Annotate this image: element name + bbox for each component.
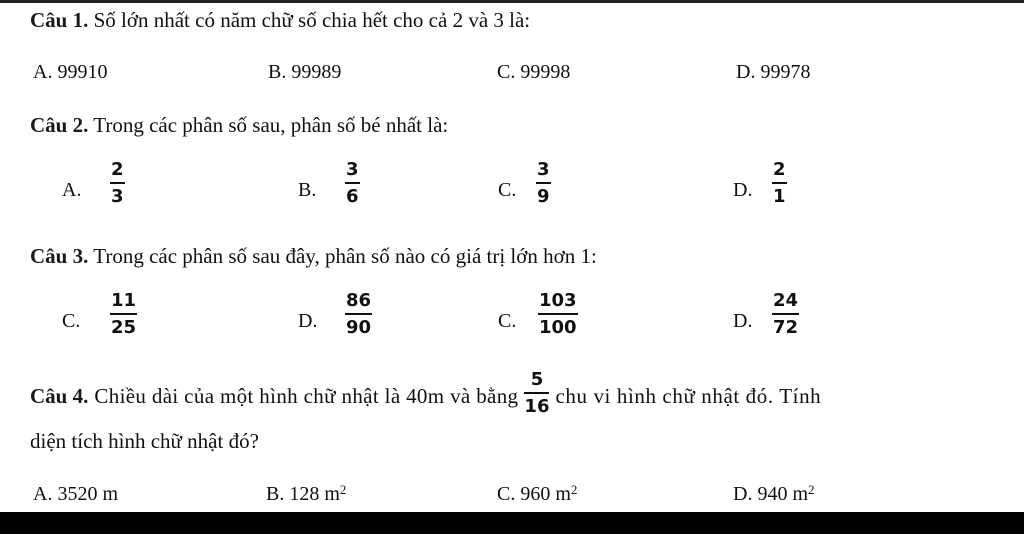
fraction-denominator: 9	[537, 186, 550, 207]
question-2	[30, 112, 448, 138]
question-2-label: Câu 2.	[30, 113, 89, 137]
q4-option-a-text: A. 3520 m	[33, 483, 118, 505]
q3-option-1-fraction	[110, 291, 137, 338]
question-3-label: Câu 3.	[30, 244, 89, 268]
q4-option-b-exponent: 2	[339, 482, 347, 497]
q4-option-c-text: C. 960 m	[497, 483, 571, 505]
question-4-text-before: Chiều dài của một hình chữ nhật là 40m và bằng	[94, 383, 519, 408]
fraction-denominator: 6	[346, 186, 359, 207]
fraction-denominator: 100	[539, 317, 577, 338]
question-4-fraction	[524, 370, 549, 417]
fraction-numerator: 3	[537, 159, 550, 180]
question-3-text: Trong các phân số sau đây, phân số nào có giá trị lớn hơn 1:	[93, 244, 597, 268]
q3-option-3-letter: C.	[498, 310, 517, 332]
q4-option-c-exponent: 2	[570, 482, 578, 497]
fraction-denominator: 16	[524, 396, 550, 417]
q2-option-c-letter: C.	[498, 179, 517, 201]
question-4-label: Câu 4.	[30, 383, 89, 408]
q1-option-a: A. 99910	[33, 61, 108, 83]
q4-option-d-text: D. 940 m	[733, 483, 808, 505]
q4-option-d	[733, 482, 815, 506]
q4-option-c	[497, 482, 577, 506]
fraction-numerator: 11	[111, 290, 137, 311]
question-4-line-2: diện tích hình chữ nhật đó?	[30, 429, 259, 453]
q3-option-4-fraction	[772, 291, 799, 338]
q2-option-a-letter: A.	[62, 179, 82, 201]
q3-option-4-letter: D.	[733, 310, 753, 332]
question-2-text: Trong các phân số sau, phân số bé nhất là:	[93, 113, 449, 137]
fraction-denominator: 90	[346, 317, 372, 338]
q4-option-b	[266, 482, 346, 506]
fraction-numerator: 2	[773, 159, 786, 180]
q3-option-2-fraction	[345, 291, 372, 338]
q3-option-3-fraction	[538, 291, 578, 338]
q2-option-b-letter: B.	[298, 179, 317, 201]
fraction-denominator: 25	[111, 317, 137, 338]
q3-option-2-letter: D.	[298, 310, 318, 332]
question-1-label: Câu 1.	[30, 8, 89, 32]
fraction-numerator: 2	[111, 159, 124, 180]
fraction-denominator: 1	[773, 186, 786, 207]
question-3	[30, 243, 597, 269]
top-border	[0, 0, 1024, 3]
fraction-numerator: 86	[346, 290, 372, 311]
fraction-numerator: 3	[346, 159, 359, 180]
q2-option-b-fraction	[345, 160, 360, 207]
q2-option-c-fraction	[536, 160, 551, 207]
fraction-numerator: 5	[530, 369, 544, 390]
question-4-text-after: chu vi hình chữ nhật đó. Tính	[555, 383, 822, 408]
q4-option-a	[33, 482, 118, 506]
fraction-numerator: 24	[773, 290, 799, 311]
q3-option-1-letter: C.	[62, 310, 81, 332]
q1-option-b: B. 99989	[268, 61, 342, 83]
q4-option-d-exponent: 2	[808, 482, 815, 497]
question-1-text: Số lớn nhất có năm chữ số chia hết cho cả 2 và 3 là:	[93, 8, 531, 32]
fraction-denominator: 72	[773, 317, 799, 338]
q2-option-a-fraction	[110, 160, 125, 207]
fraction-denominator: 3	[111, 186, 124, 207]
question-4-line-1	[30, 369, 1006, 419]
q1-option-d: D. 99978	[736, 61, 811, 83]
fraction-numerator: 103	[539, 290, 577, 311]
q4-option-b-text: B. 128 m	[266, 483, 340, 505]
q1-option-c: C. 99998	[497, 61, 571, 83]
question-1	[30, 7, 530, 33]
q2-option-d-fraction	[772, 160, 787, 207]
q2-option-d-letter: D.	[733, 179, 753, 201]
